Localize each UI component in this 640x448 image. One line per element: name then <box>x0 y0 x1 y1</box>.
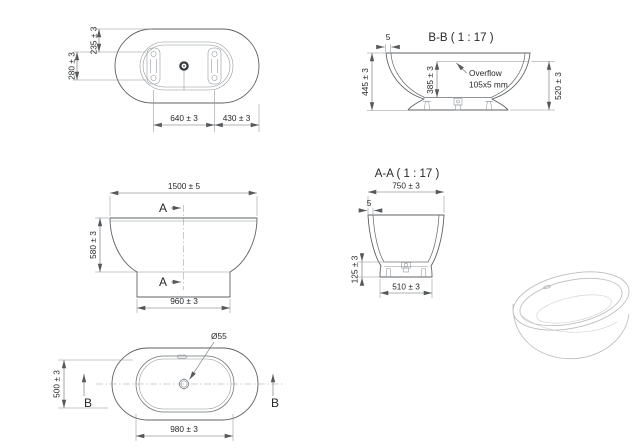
dim-wall-5-aa: 5 <box>366 198 372 208</box>
perspective-view <box>508 262 635 358</box>
overflow-note-line2: 105x5 mm <box>469 79 508 90</box>
drain-section-aa <box>402 263 411 273</box>
svg-text:B: B <box>83 396 93 410</box>
dim-385: 385 ± 3 <box>425 66 436 94</box>
dim-500: 500 ± 3 <box>51 370 62 398</box>
dim-235: 235 ± 3 <box>88 26 99 55</box>
drain-section <box>454 99 462 111</box>
svg-text:A: A <box>158 275 168 289</box>
section-marker-a-bottom <box>159 275 181 289</box>
overflow-note-line1: Overflow <box>469 68 502 78</box>
tub-3d-body <box>513 304 629 359</box>
mounting-bracket-left <box>147 48 160 84</box>
dim-510: 510 ± 3 <box>392 281 420 292</box>
mounting-bracket-right <box>208 48 221 84</box>
drain-diameter-label: Ø55 <box>211 331 227 341</box>
dim-wall-5-bb: 5 <box>385 32 391 42</box>
dim-980: 980 ± 3 <box>170 424 198 434</box>
section-view-bb <box>360 32 563 111</box>
dim-750: 750 ± 3 <box>392 180 420 191</box>
bottom-structure-view <box>67 26 259 132</box>
section-marker-b-right <box>271 374 279 410</box>
tub-feet-aa <box>386 269 426 278</box>
dim-280: 280 ± 3 <box>66 52 77 80</box>
front-elevation-view <box>88 181 257 313</box>
dim-960: 960 ± 3 <box>170 296 198 306</box>
dim-430: 430 ± 3 <box>222 113 251 123</box>
dim-640: 640 ± 3 <box>170 113 198 123</box>
svg-text:B: B <box>270 396 280 410</box>
dim-580: 580 ± 3 <box>88 231 99 259</box>
tub-3d-rim-inner <box>516 270 627 334</box>
section-aa-title: A-A ( 1 : 17 ) <box>374 168 440 180</box>
dim-445: 445 ± 3 <box>360 68 371 96</box>
dim-125: 125 ± 3 <box>349 255 360 284</box>
section-view-aa <box>350 168 444 298</box>
dim-520: 520 ± 3 <box>553 72 564 100</box>
drain-fitting <box>180 62 187 90</box>
section-bb-title: B-B ( 1 : 17 ) <box>428 32 494 44</box>
tub-3d-floor <box>534 289 613 328</box>
section-marker-a-top <box>159 201 181 215</box>
svg-text:A: A <box>158 201 168 215</box>
plan-view <box>52 331 284 441</box>
dim-1500: 1500 ± 5 <box>167 181 201 191</box>
tub-3d-rim-outer <box>508 262 635 339</box>
overflow-slot <box>178 355 187 358</box>
section-marker-b-left <box>84 374 92 410</box>
